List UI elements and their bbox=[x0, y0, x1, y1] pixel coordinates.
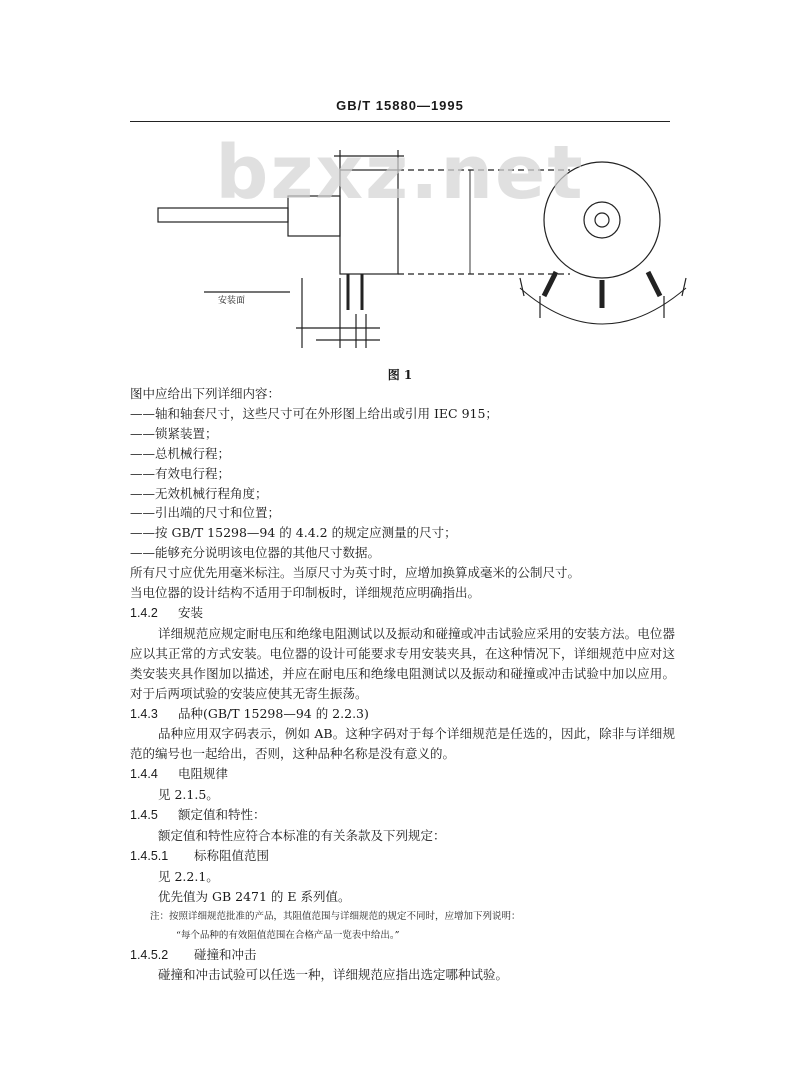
paragraph: 所有尺寸应优先用毫米标注。当原尺寸为英寸时，应增加换算成毫米的公制尺寸。 bbox=[130, 565, 581, 581]
paragraph: 品种应用双字码表示，例如 AB。这种字码对于每个详细规范是任选的，因此，除非与详细规范的编号也一起给出，否则，这种品种名称是没有意义的。 bbox=[130, 726, 675, 762]
paragraph: 额定值和特性应符合本标准的有关条款及下列规定： bbox=[158, 827, 446, 843]
section-number: 1.4.4 bbox=[130, 767, 158, 782]
section-title: 额定值和特性： bbox=[178, 807, 266, 823]
section-heading-1-4-2 bbox=[130, 603, 675, 624]
list-item: ——锁紧装置； bbox=[130, 425, 218, 441]
section-title: 安装 bbox=[178, 604, 204, 620]
section-title: 电阻规律 bbox=[178, 766, 229, 782]
page-header: GB/T 15880—1995 bbox=[336, 98, 464, 113]
figure-caption: 图 1 bbox=[387, 368, 413, 382]
list-item: ——引出端的尺寸和位置； bbox=[130, 505, 281, 521]
front-view-circle bbox=[544, 162, 660, 278]
potentiometer-outline-drawing bbox=[130, 128, 690, 368]
section-number: 1.4.5.2 bbox=[130, 947, 169, 962]
section-heading-1-4-5-2 bbox=[130, 945, 675, 966]
section-title: 标称阻值范围 bbox=[194, 847, 270, 863]
list-item: ——按 GB/T 15298—94 的 4.4.2 的规定应测量的尺寸； bbox=[130, 525, 457, 541]
header-rule bbox=[130, 121, 670, 122]
list-item: ——无效机械行程角度； bbox=[130, 485, 268, 501]
list-item: ——总机械行程； bbox=[130, 445, 231, 461]
watermark-text: bzxz.net bbox=[215, 130, 585, 216]
paragraph: 详细规范应规定耐电压和绝缘电阻测试以及振动和碰撞或冲击试验应采用的安装方法。电位器应以其正常的方式安装。电位器的设计可能要求专用安装夹具，在这种情况下，详细规范中应对这类安装夹具作图加以描述，并应在耐电压和绝缘电阻测试以及振动和碰撞或冲击试验中加以应用。对于后两项试验的安装应使其无寄生振荡。 bbox=[130, 625, 675, 701]
section-heading-1-4-3 bbox=[130, 704, 675, 725]
paragraph: 碰撞和冲击试验可以任选一种，详细规范应指出选定哪种试验。 bbox=[158, 967, 509, 983]
document-body bbox=[130, 384, 675, 985]
section-number: 1.4.2 bbox=[130, 605, 158, 620]
section-heading-1-4-5-1 bbox=[130, 846, 675, 867]
note-quote: “每个品种的有效阻值范围在合格产品一览表中给出。” bbox=[176, 929, 400, 941]
mounting-face-label: 安装面 bbox=[218, 296, 246, 306]
section-number: 1.4.5.1 bbox=[130, 848, 169, 863]
paragraph: 优先值为 GB 2471 的 E 系列值。 bbox=[158, 888, 351, 904]
section-heading-1-4-4 bbox=[130, 764, 675, 785]
paragraph: 当电位器的设计结构不适用于印制板时，详细规范应明确指出。 bbox=[130, 585, 481, 601]
list-intro: 图中应给出下列详细内容： bbox=[130, 386, 281, 401]
list-item: ——轴和轴套尺寸，这些尺寸可在外形图上给出或引用 IEC 915； bbox=[130, 405, 498, 421]
paragraph: 见 2.2.1。 bbox=[158, 868, 219, 884]
bushing bbox=[288, 196, 340, 236]
section-number: 1.4.5 bbox=[130, 808, 158, 823]
note: 注：按照详细规范批准的产品，其阻值范围与详细规范的规定不同时，应增加下列说明： bbox=[150, 910, 521, 922]
figure-1-drawing bbox=[130, 128, 690, 368]
section-number: 1.4.3 bbox=[130, 706, 158, 721]
paragraph: 见 2.1.5。 bbox=[158, 787, 219, 803]
list-item: ——能够充分说明该电位器的其他尺寸数据。 bbox=[130, 545, 381, 561]
list-item: ——有效电行程； bbox=[130, 465, 231, 481]
section-title: 碰撞和冲击 bbox=[194, 946, 257, 962]
section-title: 品种(GB/T 15298—94 的 2.2.3) bbox=[178, 705, 369, 721]
shaft bbox=[158, 208, 288, 222]
section-heading-1-4-5 bbox=[130, 805, 675, 826]
pot-body bbox=[340, 170, 398, 274]
